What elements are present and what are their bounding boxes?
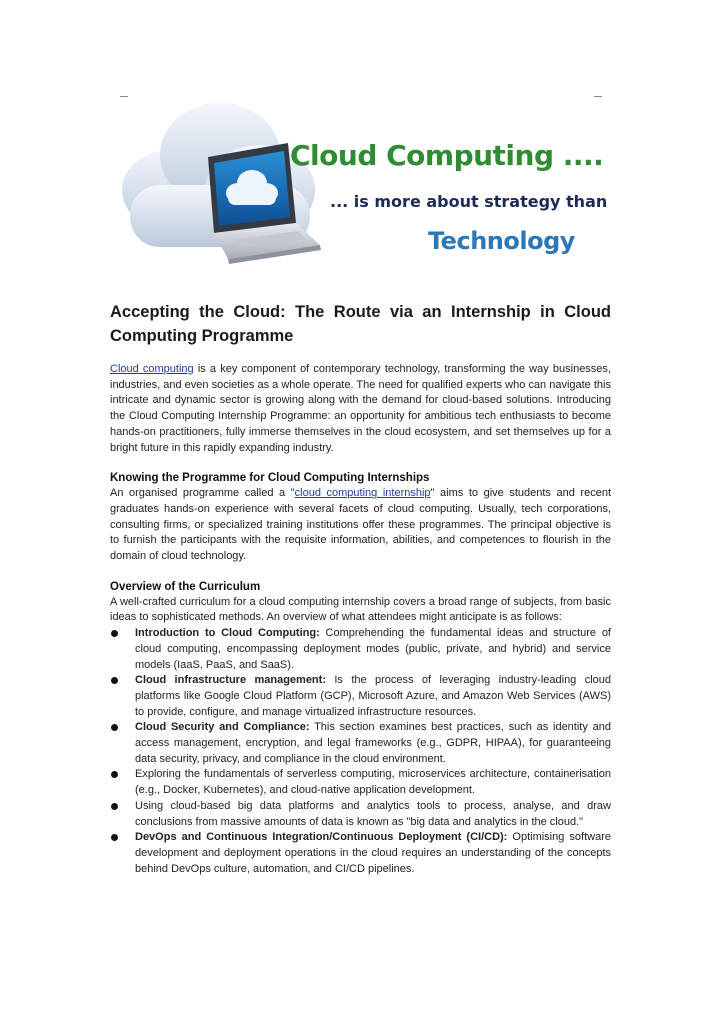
curriculum-intro: A well-crafted curriculum for a cloud computing internship covers a broad range of subjects, from basic ideas to sophisticated methods. An overview of what attendees might anticipate is as follows:: [110, 595, 611, 624]
banner-technology: Technology: [428, 227, 575, 255]
banner-subline: ... is more about strategy than: [330, 192, 608, 211]
list-item-title: DevOps and Continuous Integration/Continuous Deployment (CI/CD):: [135, 831, 508, 844]
bullet-icon: [111, 677, 118, 684]
list-item-title: Cloud Security and Compliance:: [135, 721, 310, 734]
list-item: [110, 830, 611, 877]
list-item: [110, 673, 611, 720]
list-item: [110, 767, 611, 798]
list-item: [110, 720, 611, 767]
intro-text: is a key component of contemporary technology, transforming the way businesses, industries, and even societies as a whole operate. The need for qualified experts who can navigate this intricate and dynamic sector is growing along with the demand for cloud-based solutions. Introducing the Cloud Computing Internship Programme: an opportunity for ambitious tech enthusiasts to become hands-on practitioners, fully immerse themselves in the cloud ecosystem, and set themselves up for a bright future in this rapidly expanding industry.: [110, 363, 611, 454]
list-item: [110, 799, 611, 830]
bullet-icon: [111, 803, 118, 810]
bullet-icon: [111, 834, 118, 841]
list-item: [110, 626, 611, 673]
list-item-text: Comprehending the fundamental ideas and structure of cloud computing, encompassing deployment modes (public, private, and hybrid) and service models (IaaS, PaaS, and SaaS).: [135, 627, 611, 671]
list-item-text: Exploring the fundamentals of serverless computing, microservices architecture, containerisation (e.g., Docker, Kubernetes), and cloud-native application development.: [135, 768, 611, 797]
curriculum-list: [110, 626, 611, 877]
list-item-title: Introduction to Cloud Computing:: [135, 627, 320, 640]
list-item-text: Using cloud-based big data platforms and analytics tools to process, analyse, and draw conclusions from massive amounts of data is known as "big data and analytics in the cloud.": [135, 799, 611, 828]
cloud-computing-link[interactable]: Cloud computing: [110, 363, 194, 375]
bullet-icon: [111, 771, 118, 778]
bullet-icon: [111, 630, 118, 637]
section-heading-programme: Knowing the Programme for Cloud Computing Internships: [110, 472, 430, 485]
list-item-text: This section examines best practices, such as identity and access management, encryption, and legal frameworks (e.g., GDPR, HIPAA), for guaranteeing data security, privacy, and compliance in the cloud environment.: [135, 721, 611, 765]
list-item-text: Optimising software development and deployment operations in the cloud requires an understanding of the concepts behind DevOps culture, automation, and CI/CD pipelines.: [135, 831, 611, 875]
list-item-text: Is the process of leveraging industry-leading cloud platforms like Google Cloud Platform (GCP), Microsoft Azure, and Amazon Web Services (AWS) to provide, configure, and manage virtualized infrastructure resources.: [135, 674, 611, 718]
cloud-computing-internship-link[interactable]: cloud computing internship: [294, 487, 431, 500]
banner-divider: [110, 95, 610, 98]
intro-paragraph: [110, 362, 611, 456]
article-body: [110, 300, 611, 877]
banner-headline: Cloud Computing ....: [290, 139, 604, 172]
article-title: Accepting the Cloud: The Route via an Internship in Cloud Computing Programme: [110, 303, 611, 345]
programme-paragraph: [110, 486, 611, 565]
programme-text-start: An organised programme called a ": [110, 487, 295, 500]
cloud-computing-banner: [110, 95, 610, 275]
section-heading-curriculum: Overview of the Curriculum: [110, 580, 261, 593]
list-item-title: Cloud infrastructure management:: [135, 674, 326, 687]
programme-text-end: " aims to give students and recent graduates hands-on experience with several facets of cloud computing. Usually, tech corporations, consulting firms, or specialized training institutions offer these programmes. The principal objective is to furnish the participants with the requisite information, abilities, and competences to flourish in the domain of cloud technology.: [110, 487, 612, 563]
bullet-icon: [111, 724, 118, 731]
